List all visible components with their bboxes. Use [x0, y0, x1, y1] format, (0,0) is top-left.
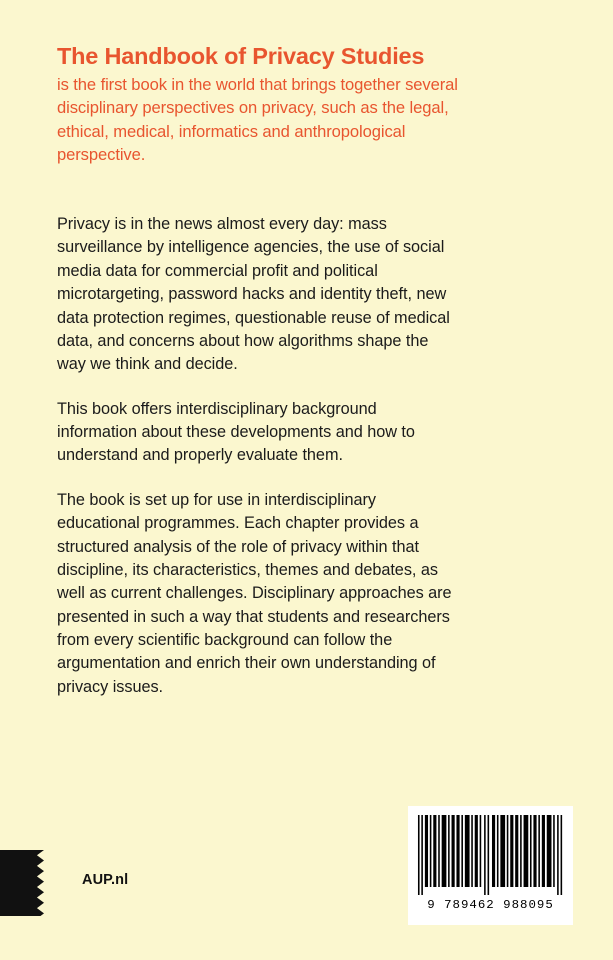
body-paragraph: Privacy is in the news almost every day: mass surveillance by intelligence agencies, the use of social media data for commercial profit and political microtargeting, password hacks and identity theft, new data protection regimes, questionable reuse of medical data, and concerns about how algorithms shape the way we think and decide.	[57, 215, 450, 374]
body-copy	[57, 213, 461, 699]
body-paragraph: This book offers interdisciplinary background information about these developments and how to understand and properly evaluate them.	[57, 399, 415, 465]
body-paragraph: The book is set up for use in interdisciplinary educational programmes. Each chapter provides a structured analysis of the role of privacy within that discipline, its characteristics, themes and debates, as well as current challenges. Disciplinary approaches are presented in such a way that students and researchers from every scientific background can follow the argumentation and enrich their own understanding of privacy issues.	[57, 490, 452, 696]
torn-edge-mark	[0, 850, 44, 916]
barcode-number: 9 789462 988095	[427, 898, 554, 912]
publisher-imprint: AUP.nl	[82, 872, 129, 888]
barcode	[408, 806, 573, 925]
page-title: The Handbook of Privacy Studies	[57, 43, 425, 69]
headline-subtitle: is the first book in the world that brings together several disciplinary perspectives on privacy, such as the legal, ethical, medical, informatics and anthropological perspective.	[57, 74, 458, 165]
headline-block	[57, 42, 467, 167]
barcode-icon	[416, 815, 565, 895]
